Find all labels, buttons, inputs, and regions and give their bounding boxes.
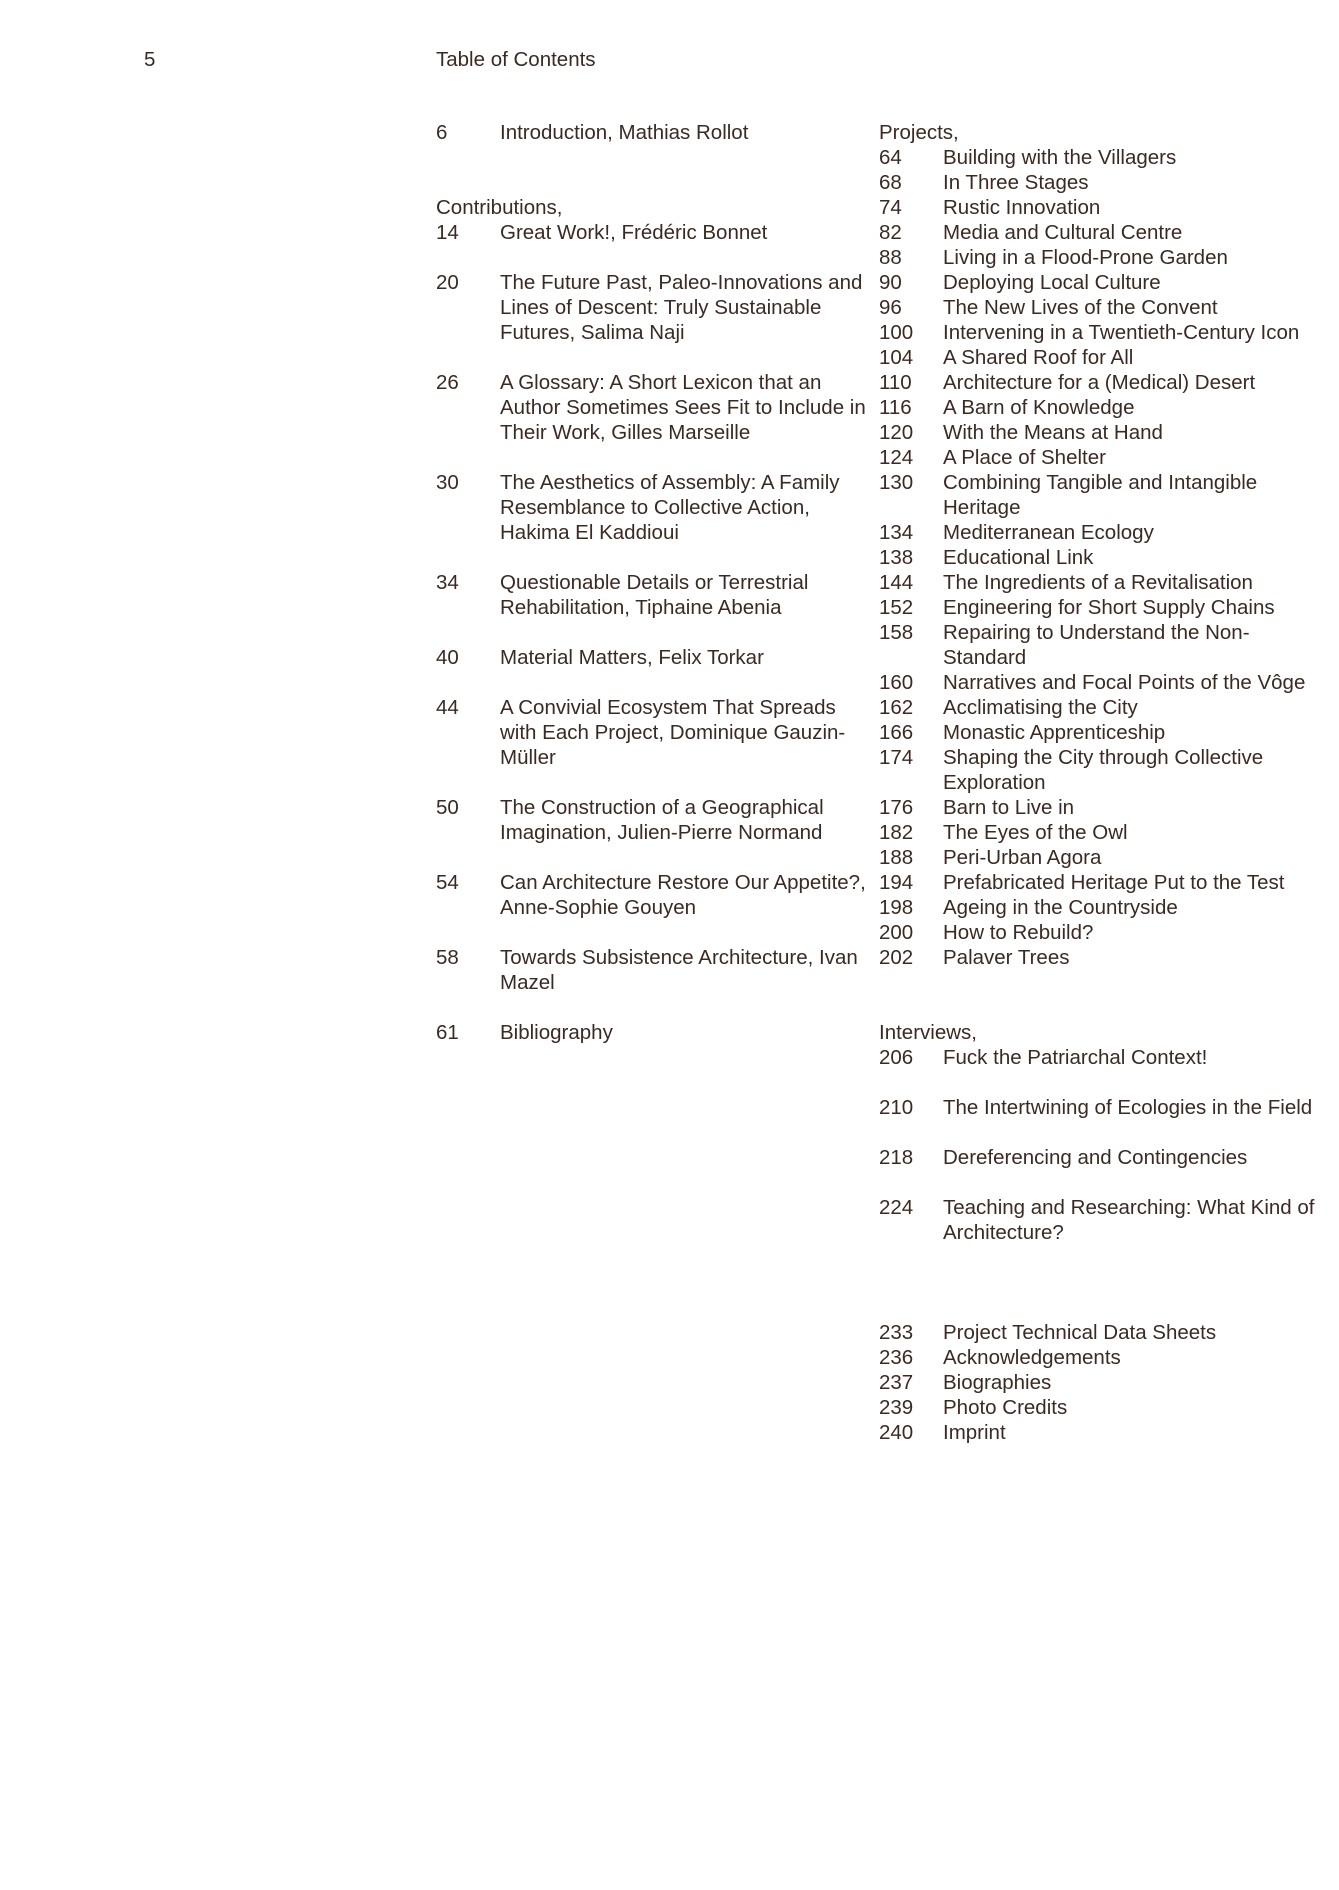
toc-page-number: 174 bbox=[879, 746, 914, 769]
toc-entry-title: Building with the Villagers bbox=[943, 146, 1177, 169]
toc-entry-title: Intervening in a Twentieth-Century Icon bbox=[943, 321, 1300, 344]
toc-page-number: 182 bbox=[879, 821, 914, 844]
toc-entry-title: Fuck the Patriarchal Context! bbox=[943, 1046, 1208, 1069]
toc-entry[interactable] bbox=[879, 820, 1319, 845]
toc-entry-title: Mediterranean Ecology bbox=[943, 521, 1154, 544]
toc-page-number: 206 bbox=[879, 1046, 914, 1069]
toc-entry[interactable] bbox=[879, 520, 1319, 545]
toc-page-number: 224 bbox=[879, 1196, 914, 1219]
toc-entry-title: Material Matters, Felix Torkar bbox=[500, 646, 764, 669]
toc-entry[interactable] bbox=[436, 870, 876, 920]
toc-entry-title: In Three Stages bbox=[943, 171, 1089, 194]
toc-entry[interactable] bbox=[879, 745, 1319, 795]
toc-entry[interactable] bbox=[879, 620, 1319, 670]
section-heading-contributions: Contributions, bbox=[436, 196, 563, 219]
toc-entry-title: The Eyes of the Owl bbox=[943, 821, 1128, 844]
toc-entry[interactable] bbox=[879, 420, 1319, 445]
toc-page-number: 68 bbox=[879, 171, 902, 194]
toc-entry-title: Questionable Details or Terrestrial Rehabilitation, Tiphaine Abenia bbox=[500, 571, 809, 619]
toc-entry-title: Introduction, Mathias Rollot bbox=[500, 121, 749, 144]
toc-page-number: 58 bbox=[436, 946, 459, 969]
toc-page-number: 64 bbox=[879, 146, 902, 169]
toc-entry[interactable] bbox=[436, 795, 876, 845]
toc-entry[interactable] bbox=[436, 470, 876, 545]
toc-entry-title: The Intertwining of Ecologies in the Field bbox=[943, 1096, 1313, 1119]
toc-page-number: 237 bbox=[879, 1371, 914, 1394]
toc-page-number: 218 bbox=[879, 1146, 914, 1169]
toc-entry-title: Combining Tangible and Intangible Heritage bbox=[943, 471, 1258, 519]
toc-page-number: 40 bbox=[436, 646, 459, 669]
toc-entry-title: A Place of Shelter bbox=[943, 446, 1106, 469]
toc-entry-title: Architecture for a (Medical) Desert bbox=[943, 371, 1256, 394]
toc-entry-title: The Ingredients of a Revitalisation bbox=[943, 571, 1253, 594]
toc-entry-title: Educational Link bbox=[943, 546, 1094, 569]
toc-entry[interactable] bbox=[879, 1395, 1319, 1420]
toc-entry-title: Acclimatising the City bbox=[943, 696, 1138, 719]
toc-entry-title: Prefabricated Heritage Put to the Test bbox=[943, 871, 1285, 894]
toc-page-number: 202 bbox=[879, 946, 914, 969]
toc-entry-title: A Barn of Knowledge bbox=[943, 396, 1135, 419]
toc-page-number: 233 bbox=[879, 1321, 914, 1344]
toc-entry[interactable] bbox=[879, 195, 1319, 220]
toc-entry-title: Project Technical Data Sheets bbox=[943, 1321, 1217, 1344]
toc-entry-title: With the Means at Hand bbox=[943, 421, 1163, 444]
toc-page-number: 158 bbox=[879, 621, 914, 644]
toc-entry-title: Teaching and Researching: What Kind of Architecture? bbox=[943, 1196, 1315, 1244]
toc-entry[interactable] bbox=[879, 1345, 1319, 1370]
toc-entry[interactable] bbox=[879, 445, 1319, 470]
toc-page-number: 14 bbox=[436, 221, 459, 244]
toc-entry[interactable] bbox=[879, 145, 1319, 170]
section-heading-interviews: Interviews, bbox=[879, 1021, 977, 1044]
toc-entry[interactable] bbox=[879, 695, 1319, 720]
toc-entry-title: Shaping the City through Collective Exploration bbox=[943, 746, 1264, 794]
toc-entry-title: Repairing to Understand the Non-Standard bbox=[943, 621, 1250, 669]
toc-page-number: 152 bbox=[879, 596, 914, 619]
toc-page-number: 44 bbox=[436, 696, 459, 719]
toc-entry-title: A Glossary: A Short Lexicon that an Author Sometimes Sees Fit to Include in Their Work, Gilles Marseille bbox=[500, 371, 866, 444]
toc-entry-title: Great Work!, Frédéric Bonnet bbox=[500, 221, 768, 244]
toc-entry-title: Living in a Flood-Prone Garden bbox=[943, 246, 1228, 269]
toc-entry[interactable] bbox=[879, 470, 1319, 520]
toc-entry[interactable] bbox=[436, 370, 876, 445]
toc-page-number: 116 bbox=[879, 396, 912, 419]
toc-entry-title: The Construction of a Geographical Imagination, Julien-Pierre Normand bbox=[500, 796, 824, 844]
toc-page-number: 82 bbox=[879, 221, 902, 244]
toc-page-number: 160 bbox=[879, 671, 914, 694]
toc-entry-title: Palaver Trees bbox=[943, 946, 1070, 969]
toc-entry[interactable] bbox=[879, 795, 1319, 820]
toc-entry-title: Dereferencing and Contingencies bbox=[943, 1146, 1248, 1169]
toc-entry[interactable] bbox=[879, 1095, 1319, 1120]
toc-page-number: 166 bbox=[879, 721, 914, 744]
back-matter-list bbox=[879, 1320, 1319, 1445]
toc-entry-title: A Shared Roof for All bbox=[943, 346, 1134, 369]
toc-entry-title: Biographies bbox=[943, 1371, 1052, 1394]
toc-entry-title: Barn to Live in bbox=[943, 796, 1075, 819]
toc-entry[interactable] bbox=[879, 720, 1319, 745]
toc-entry-title: Media and Cultural Centre bbox=[943, 221, 1183, 244]
toc-entry[interactable] bbox=[879, 545, 1319, 570]
toc-page-number: 88 bbox=[879, 246, 902, 269]
toc-page-number: 138 bbox=[879, 546, 914, 569]
toc-entry[interactable] bbox=[879, 345, 1319, 370]
page-number: 5 bbox=[144, 48, 156, 71]
toc-entry-title: Acknowledgements bbox=[943, 1346, 1121, 1369]
toc-entry[interactable] bbox=[879, 320, 1319, 345]
toc-page-number: 110 bbox=[879, 371, 912, 394]
toc-entry-title: The Aesthetics of Assembly: A Family Resemblance to Collective Action, Hakima El Kaddioui bbox=[500, 471, 840, 544]
toc-entry-title: Imprint bbox=[943, 1421, 1006, 1444]
toc-entry-title: Photo Credits bbox=[943, 1396, 1068, 1419]
toc-entry[interactable] bbox=[436, 645, 876, 670]
toc-entry[interactable] bbox=[436, 945, 876, 995]
toc-page-number: 104 bbox=[879, 346, 914, 369]
toc-entry[interactable] bbox=[879, 220, 1319, 245]
toc-entry-title: How to Rebuild? bbox=[943, 921, 1094, 944]
toc-entry[interactable] bbox=[879, 295, 1319, 320]
toc-page-number: 130 bbox=[879, 471, 914, 494]
toc-entry[interactable] bbox=[879, 170, 1319, 195]
toc-entry[interactable] bbox=[879, 370, 1319, 395]
toc-page-number: 6 bbox=[436, 121, 448, 144]
toc-entry-title: A Convivial Ecosystem That Spreads with Each Project, Dominique Gauzin-Müller bbox=[500, 696, 846, 769]
toc-entry-title: Bibliography bbox=[500, 1021, 613, 1044]
section-heading-projects: Projects, bbox=[879, 121, 959, 144]
toc-page-number: 26 bbox=[436, 371, 459, 394]
projects-list bbox=[879, 145, 1319, 970]
toc-entry-bibliography[interactable] bbox=[436, 1020, 876, 1045]
toc-page-number: 61 bbox=[436, 1021, 459, 1044]
toc-entry-title: Rustic Innovation bbox=[943, 196, 1101, 219]
toc-entry[interactable] bbox=[879, 1195, 1319, 1245]
running-title: Table of Contents bbox=[436, 48, 596, 71]
toc-entry[interactable] bbox=[879, 1370, 1319, 1395]
toc-entry[interactable] bbox=[879, 270, 1319, 295]
toc-entry-title: The New Lives of the Convent bbox=[943, 296, 1218, 319]
toc-page-number: 30 bbox=[436, 471, 459, 494]
toc-page-number: 34 bbox=[436, 571, 459, 594]
toc-entry[interactable] bbox=[879, 1420, 1319, 1445]
toc-page-number: 20 bbox=[436, 271, 459, 294]
toc-entry[interactable] bbox=[879, 1320, 1319, 1345]
toc-entry[interactable] bbox=[879, 845, 1319, 870]
toc-page-number: 239 bbox=[879, 1396, 914, 1419]
toc-entry[interactable] bbox=[436, 220, 876, 245]
toc-page-number: 240 bbox=[879, 1421, 914, 1444]
toc-entry-title: Monastic Apprenticeship bbox=[943, 721, 1166, 744]
toc-page-number: 198 bbox=[879, 896, 914, 919]
toc-page-number: 194 bbox=[879, 871, 914, 894]
toc-entry-title: Peri-Urban Agora bbox=[943, 846, 1102, 869]
toc-entry[interactable] bbox=[436, 270, 876, 345]
toc-entry[interactable] bbox=[879, 1045, 1319, 1070]
toc-page-number: 176 bbox=[879, 796, 914, 819]
toc-entry[interactable] bbox=[879, 395, 1319, 420]
toc-page-number: 144 bbox=[879, 571, 914, 594]
contents-right-column bbox=[879, 120, 1319, 1445]
toc-entry-introduction[interactable] bbox=[436, 120, 876, 145]
toc-page-number: 96 bbox=[879, 296, 902, 319]
toc-page-number: 100 bbox=[879, 321, 914, 344]
toc-entry[interactable] bbox=[879, 1145, 1319, 1170]
toc-page-number: 124 bbox=[879, 446, 914, 469]
toc-entry[interactable] bbox=[879, 245, 1319, 270]
toc-entry[interactable] bbox=[879, 895, 1319, 920]
toc-entry-title: Ageing in the Countryside bbox=[943, 896, 1178, 919]
toc-entry-title: Towards Subsistence Architecture, Ivan Mazel bbox=[500, 946, 858, 994]
toc-entry[interactable] bbox=[879, 945, 1319, 970]
toc-page-number: 162 bbox=[879, 696, 914, 719]
toc-entry-title: Deploying Local Culture bbox=[943, 271, 1161, 294]
toc-page-number: 134 bbox=[879, 521, 914, 544]
toc-entry[interactable] bbox=[436, 570, 876, 620]
toc-entry-title: Can Architecture Restore Our Appetite?, Anne-Sophie Gouyen bbox=[500, 871, 866, 919]
toc-page-number: 54 bbox=[436, 871, 459, 894]
contents-left-column bbox=[436, 120, 876, 1045]
toc-page-number: 188 bbox=[879, 846, 914, 869]
toc-entry[interactable] bbox=[436, 695, 876, 770]
toc-page-number: 210 bbox=[879, 1096, 914, 1119]
toc-entry[interactable] bbox=[879, 570, 1319, 595]
toc-entry-title: Narratives and Focal Points of the Vôge bbox=[943, 671, 1306, 694]
toc-page-number: 74 bbox=[879, 196, 902, 219]
toc-page-number: 200 bbox=[879, 921, 914, 944]
toc-entry-title: Engineering for Short Supply Chains bbox=[943, 596, 1275, 619]
toc-entry[interactable] bbox=[879, 920, 1319, 945]
toc-entry[interactable] bbox=[879, 595, 1319, 620]
toc-page-number: 50 bbox=[436, 796, 459, 819]
toc-entry[interactable] bbox=[879, 670, 1319, 695]
toc-page-number: 236 bbox=[879, 1346, 914, 1369]
toc-page-number: 90 bbox=[879, 271, 902, 294]
toc-page-number: 120 bbox=[879, 421, 914, 444]
toc-entry-title: The Future Past, Paleo-Innovations and Lines of Descent: Truly Sustainable Futures, Salima Naji bbox=[500, 271, 863, 344]
toc-entry[interactable] bbox=[879, 870, 1319, 895]
